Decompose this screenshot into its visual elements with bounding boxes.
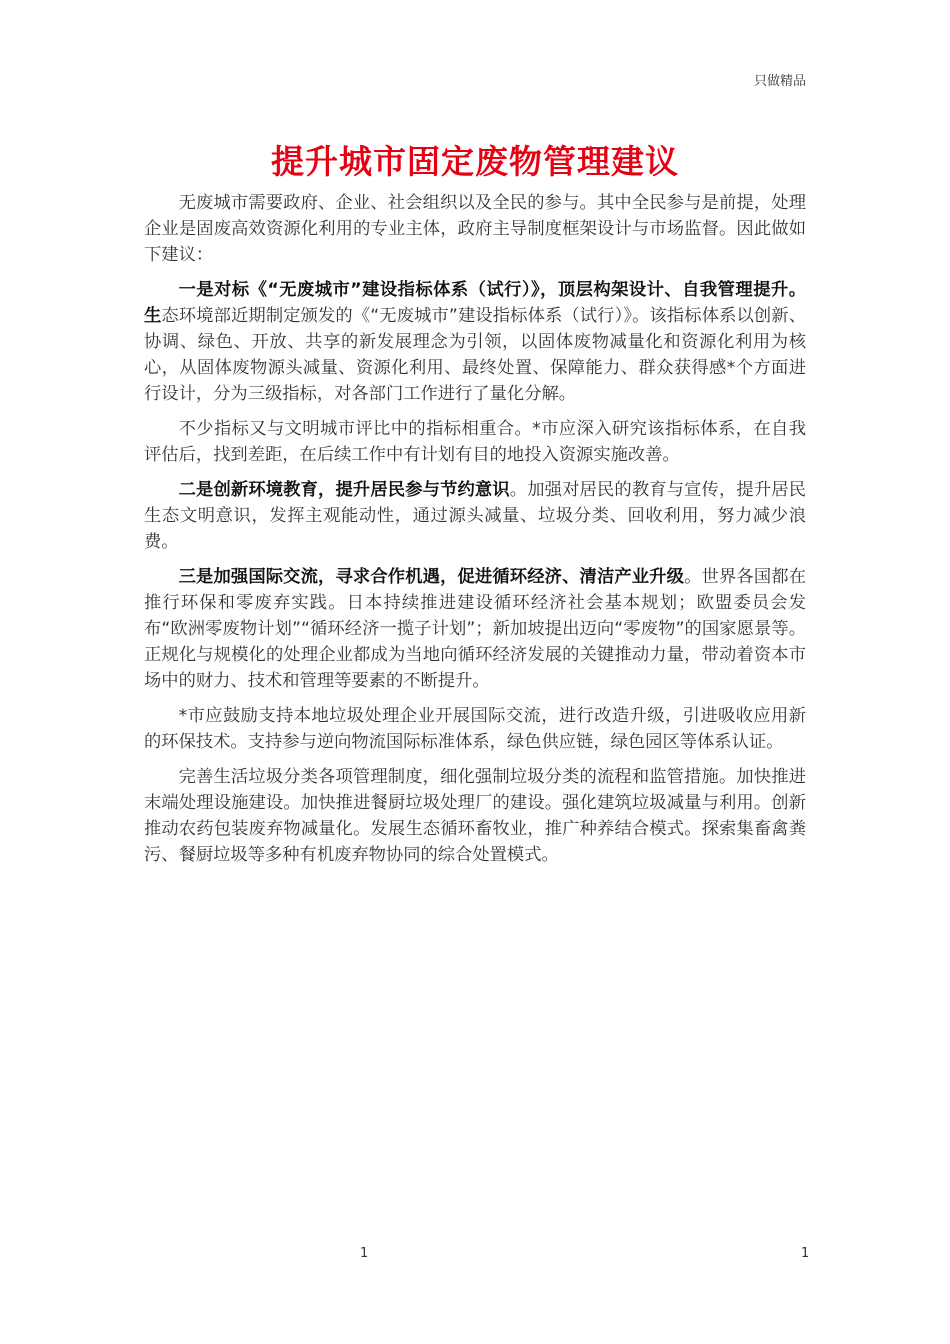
paragraph-suggestion-2 [144, 477, 806, 555]
paragraph-text: 态环境部近期制定颁发的《“无废城市”建设指标体系（试行）》。该指标体系以创新、协调、绿色、开放、共享的新发展理念为引领，以固体废物减量化和资源化利用为核心，从固体废物源头减量、资源化利用、最终处置、保障能力、群众获得感*个方面进行设计，分为三级指标，对各部门工作进行了量化分解。 [144, 306, 806, 404]
paragraph-text: 完善生活垃圾分类各项管理制度，细化强制垃圾分类的流程和监管措施。加快推进末端处理设施建设。加快推进餐厨垃圾处理厂的建设。强化建筑垃圾减量与利用。创新推动农药包装废弃物减量化。发展生态循环畜牧业，推广种养结合模式。探索集畜禽粪污、餐厨垃圾等多种有机废弃物协同的综合处置模式。 [144, 767, 806, 865]
paragraph-international [144, 703, 806, 755]
document-body [144, 190, 806, 877]
paragraph-text: 不少指标又与文明城市评比中的指标相重合。*市应深入研究该指标体系，在自我评估后，找到差距，在后续工作中有计划有目的地投入资源实施改善。 [144, 419, 806, 465]
page-number-left: 1 [360, 1246, 369, 1261]
paragraph-lead: 二是创新环境教育，提升居民参与节约意识 [178, 480, 510, 500]
paragraph-lead: 三是加强国际交流，寻求合作机遇，促进循环经济、清洁产业升级 [178, 567, 685, 587]
paragraph-indicators [144, 416, 806, 468]
header-note: 只做精品 [753, 74, 806, 89]
paragraph-text: 。加强对居民的教育与宣传，提升居民生态文明意识，发挥主观能动性，通过源头减量、垃圾分类、回收利用，努力减少浪费。 [144, 480, 806, 552]
document-title: 提升城市固定废物管理建议 [271, 142, 679, 181]
paragraph-classification [144, 764, 806, 868]
page-number-right: 1 [801, 1246, 810, 1261]
paragraph-lead: 一是对标《“无废城市”建设指标体系（试行）》，顶层构架设计、自我管理提升。生 [144, 280, 806, 326]
paragraph-intro [144, 190, 806, 268]
paragraph-suggestion-1 [144, 277, 806, 407]
paragraph-text: 无废城市需要政府、企业、社会组织以及全民的参与。其中全民参与是前提，处理企业是固废高效资源化利用的专业主体，政府主导制度框架设计与市场监督。因此做如下建议： [144, 193, 806, 265]
paragraph-text: *市应鼓励支持本地垃圾处理企业开展国际交流，进行改造升级，引进吸收应用新的环保技术。支持参与逆向物流国际标准体系，绿色供应链，绿色园区等体系认证。 [144, 706, 806, 752]
paragraph-text: 。世界各国都在推行环保和零废弃实践。日本持续推进建设循环经济社会基本规划；欧盟委员会发布“欧洲零废物计划”“循环经济一揽子计划”；新加坡提出迈向“零废物”的国家愿景等。正规化与规模化的处理企业都成为当地向循环经济发展的关键推动力量，带动着资本市场中的财力、技术和管理等要素的不断提升。 [144, 567, 806, 691]
paragraph-suggestion-3 [144, 564, 806, 694]
